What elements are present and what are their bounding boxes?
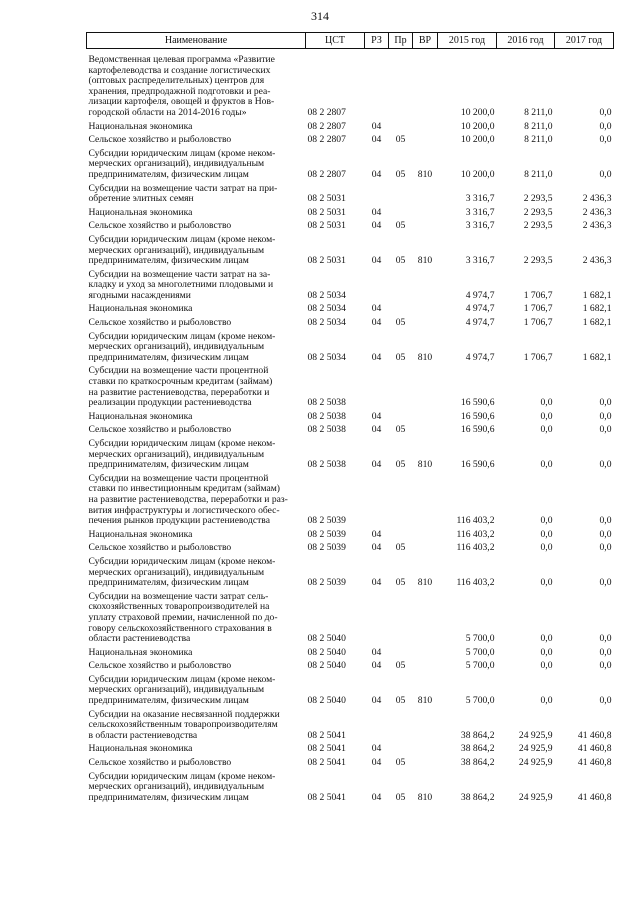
cell-rz — [365, 589, 389, 645]
page-number: 314 — [311, 9, 329, 23]
cell-pr: 05 — [395, 791, 406, 803]
cell-pr: 05 — [395, 424, 406, 436]
cell-pr: 05 — [395, 695, 406, 707]
cell-rz — [365, 707, 389, 742]
cell-pr: 05 — [395, 577, 406, 589]
cell-name: Субсидии юридическим лицам (кроме неком- мерческих организаций), индивидуальным предпринимателям, физическим лицам — [88, 438, 276, 471]
cell-2016: 2 293,5 — [523, 206, 553, 218]
cell-cst: 08 2 5031 — [307, 206, 346, 218]
cell-2017: 0,0 — [599, 695, 612, 707]
cell-cst: 08 2 2807 — [307, 168, 346, 180]
cell-2016: 24 925,9 — [518, 743, 553, 755]
cell-vr — [413, 658, 438, 672]
cell-2017: 2 436,3 — [582, 220, 612, 232]
cell-rz: 04 — [371, 168, 382, 180]
cell-rz: 04 — [371, 255, 382, 267]
cell-vr — [413, 301, 438, 315]
cell-rz: 04 — [371, 695, 382, 707]
cell-2015: 5 700,0 — [465, 660, 495, 672]
cell-2015: 16 590,6 — [460, 459, 495, 471]
cell-rz: 04 — [371, 206, 382, 218]
cell-cst: 08 2 5038 — [307, 459, 346, 471]
cell-2016: 8 211,0 — [524, 168, 553, 180]
cell-vr — [413, 422, 438, 436]
cell-2017: 0,0 — [599, 660, 612, 672]
cell-pr — [389, 645, 413, 659]
table-row — [87, 409, 614, 423]
cell-2016: 0,0 — [540, 515, 553, 527]
cell-2017: 2 436,3 — [582, 255, 612, 267]
cell-2017: 0,0 — [599, 410, 612, 422]
cell-rz: 04 — [371, 317, 382, 329]
cell-rz: 04 — [371, 351, 382, 363]
cell-2015: 4 974,7 — [465, 317, 495, 329]
cell-vr — [413, 119, 438, 133]
cell-2015: 10 200,0 — [460, 168, 495, 180]
cell-2015: 116 403,2 — [456, 528, 495, 540]
cell-rz: 04 — [371, 120, 382, 132]
cell-2017: 41 460,8 — [577, 791, 612, 803]
table-row — [87, 554, 614, 589]
cell-cst: 08 2 5040 — [307, 646, 346, 658]
cell-vr — [413, 741, 438, 755]
cell-vr — [413, 132, 438, 146]
cell-vr — [413, 707, 438, 742]
cell-pr — [389, 205, 413, 219]
cell-cst: 08 2 5039 — [307, 528, 346, 540]
table-row — [87, 741, 614, 755]
cell-name: Субсидии юридическим лицам (кроме неком- мерческих организаций), индивидуальным предпринимателям, физическим лицам — [88, 673, 276, 707]
cell-2016: 24 925,9 — [518, 757, 553, 769]
cell-vr: 810 — [417, 695, 433, 707]
cell-2015: 16 590,6 — [460, 397, 495, 409]
cell-vr: 810 — [417, 168, 433, 180]
cell-2017: 0,0 — [599, 168, 612, 180]
cell-2015: 4 974,7 — [465, 289, 495, 301]
cell-rz: 04 — [371, 743, 382, 755]
table-row — [87, 119, 614, 133]
table-row — [87, 672, 614, 707]
cell-name: Субсидии юридическим лицам (кроме неком- мерческих организаций), индивидуальным предпринимателям, физическим лицам — [88, 770, 276, 803]
cell-cst: 08 2 5039 — [307, 542, 346, 554]
cell-2017: 0,0 — [599, 646, 612, 658]
cell-pr: 05 — [395, 317, 406, 329]
cell-2017: 1 682,1 — [582, 351, 612, 363]
cell-name: Национальная экономика — [88, 646, 193, 658]
table-row — [87, 181, 614, 205]
table-row — [87, 232, 614, 267]
cell-rz: 04 — [371, 220, 382, 232]
cell-2017: 0,0 — [599, 424, 612, 436]
cell-name: Сельское хозяйство и рыболовство — [88, 660, 232, 672]
cell-cst: 08 2 5040 — [307, 633, 346, 645]
cell-name: Национальная экономика — [88, 528, 193, 540]
cell-cst: 08 2 5039 — [307, 515, 346, 527]
cell-cst: 08 2 2807 — [307, 120, 346, 132]
cell-name: Сельское хозяйство и рыболовство — [88, 220, 232, 232]
cell-cst: 08 2 5038 — [307, 410, 346, 422]
cell-pr: 05 — [395, 542, 406, 554]
cell-2015: 16 590,6 — [460, 424, 495, 436]
cell-rz — [365, 267, 389, 302]
cell-pr: 05 — [395, 134, 406, 146]
cell-2015: 38 864,2 — [460, 791, 495, 803]
cell-name: Сельское хозяйство и рыболовство — [88, 424, 232, 436]
cell-2016: 2 293,5 — [523, 220, 553, 232]
cell-cst: 08 2 2807 — [307, 106, 346, 118]
table-row — [87, 315, 614, 329]
cell-2015: 10 200,0 — [460, 120, 495, 132]
cell-cst: 08 2 5034 — [307, 317, 346, 329]
cell-2015: 116 403,2 — [456, 577, 495, 589]
cell-name: Субсидии на возмещение части процентной ставки по инвестиционным кредитам (займам) на развитие растениеводства, переработки и раз- вития инфраструктуры и логистического обес- печения рынков продукции растениеводства — [88, 472, 288, 527]
header-vr: ВР — [413, 33, 438, 49]
cell-2017: 0,0 — [599, 633, 612, 645]
cell-cst: 08 2 5041 — [307, 729, 346, 741]
cell-2017: 41 460,8 — [577, 757, 612, 769]
cell-cst: 08 2 5040 — [307, 695, 346, 707]
cell-2017: 0,0 — [599, 134, 612, 146]
table-row — [87, 146, 614, 181]
cell-vr — [413, 315, 438, 329]
cell-2017: 2 436,3 — [582, 193, 612, 205]
cell-pr — [389, 707, 413, 742]
cell-name: Субсидии на возмещение части процентной ставки по краткосрочным кредитам (займам) на развитие растениеводства, переработки и реализации продукции растениеводства — [88, 365, 273, 409]
header-pr: Пр — [389, 33, 413, 49]
cell-name: Сельское хозяйство и рыболовство — [88, 542, 232, 554]
table-row — [87, 301, 614, 315]
cell-vr — [413, 181, 438, 205]
cell-rz: 04 — [371, 660, 382, 672]
cell-vr — [413, 363, 438, 408]
cell-2016: 24 925,9 — [518, 729, 553, 741]
cell-pr — [389, 363, 413, 408]
table-row — [87, 436, 614, 471]
cell-vr — [413, 409, 438, 423]
cell-rz: 04 — [371, 791, 382, 803]
cell-rz — [365, 363, 389, 408]
cell-2016: 0,0 — [540, 410, 553, 422]
cell-2016: 8 211,0 — [524, 120, 553, 132]
cell-rz: 04 — [371, 577, 382, 589]
cell-name: Национальная экономика — [88, 303, 193, 315]
cell-2015: 38 864,2 — [460, 757, 495, 769]
cell-2015: 3 316,7 — [465, 255, 495, 267]
cell-2016: 0,0 — [540, 577, 553, 589]
cell-name: Сельское хозяйство и рыболовство — [88, 134, 232, 146]
cell-cst: 08 2 5038 — [307, 424, 346, 436]
cell-2015: 4 974,7 — [465, 351, 495, 363]
cell-vr: 810 — [417, 459, 433, 471]
cell-name: Субсидии юридическим лицам (кроме неком- мерческих организаций), индивидуальным предпринимателям, физическим лицам — [88, 330, 276, 363]
table-row — [87, 645, 614, 659]
cell-cst: 08 2 5034 — [307, 289, 346, 301]
cell-cst: 08 2 5031 — [307, 255, 346, 267]
cell-2017: 0,0 — [599, 106, 612, 118]
cell-2017: 41 460,8 — [577, 743, 612, 755]
cell-2017: 0,0 — [599, 542, 612, 554]
table-row — [87, 755, 614, 769]
cell-2016: 0,0 — [540, 397, 553, 409]
cell-cst: 08 2 5041 — [307, 757, 346, 769]
cell-name: Субсидии на оказание несвязанной поддержки сельскохозяйственным товаропроизводителям в области растениеводства — [88, 708, 280, 741]
cell-cst: 08 2 5031 — [307, 220, 346, 232]
cell-2015: 16 590,6 — [460, 410, 495, 422]
cell-name: Сельское хозяйство и рыболовство — [88, 317, 232, 329]
cell-pr — [389, 301, 413, 315]
cell-cst: 08 2 5034 — [307, 303, 346, 315]
header-name: Наименование — [87, 33, 306, 49]
cell-name: Сельское хозяйство и рыболовство — [88, 757, 232, 769]
cell-2017: 0,0 — [599, 459, 612, 471]
cell-2016: 0,0 — [540, 459, 553, 471]
cell-pr — [389, 471, 413, 527]
cell-2017: 41 460,8 — [577, 729, 612, 741]
cell-vr: 810 — [417, 351, 433, 363]
cell-cst: 08 2 2807 — [307, 134, 346, 146]
table-row — [87, 52, 614, 119]
cell-2016: 1 706,7 — [523, 303, 553, 315]
cell-2015: 5 700,0 — [465, 633, 495, 645]
header-cst: ЦСТ — [306, 33, 365, 49]
cell-pr: 05 — [395, 351, 406, 363]
header-2016: 2016 год — [497, 33, 555, 49]
cell-2017: 0,0 — [599, 397, 612, 409]
cell-pr — [389, 409, 413, 423]
table-row — [87, 589, 614, 645]
cell-pr: 05 — [395, 255, 406, 267]
cell-2016: 8 211,0 — [524, 106, 553, 118]
cell-vr — [413, 589, 438, 645]
cell-cst: 08 2 5041 — [307, 791, 346, 803]
cell-2016: 0,0 — [540, 660, 553, 672]
cell-2017: 1 682,1 — [582, 289, 612, 301]
cell-name: Субсидии юридическим лицам (кроме неком- мерческих организаций), индивидуальным предпринимателям, физическим лицам — [88, 233, 276, 267]
cell-cst: 08 2 5038 — [307, 397, 346, 409]
budget-table — [86, 32, 614, 803]
cell-2016: 8 211,0 — [524, 134, 553, 146]
cell-rz — [365, 471, 389, 527]
cell-cst: 08 2 5031 — [307, 193, 346, 205]
cell-cst: 08 2 5040 — [307, 660, 346, 672]
cell-rz: 04 — [371, 134, 382, 146]
cell-vr — [413, 218, 438, 232]
cell-name: Субсидии юридическим лицам (кроме неком- мерческих организаций), индивидуальным предпринимателям, физическим лицам — [88, 555, 276, 589]
cell-2016: 2 293,5 — [523, 255, 553, 267]
cell-name: Субсидии на возмещение части затрат на при- обретение элитных семян — [88, 182, 278, 205]
cell-name: Субсидии на возмещение части затрат сель- скохозяйственных товаропроизводителей на уплату страховой премии, начисленной по до- говору сельскохозяйственного страхования в области растениеводства — [88, 590, 278, 645]
cell-vr — [413, 755, 438, 769]
cell-2016: 1 706,7 — [523, 289, 553, 301]
cell-2017: 1 682,1 — [582, 317, 612, 329]
table-row — [87, 363, 614, 408]
cell-pr — [389, 119, 413, 133]
cell-vr — [413, 52, 438, 119]
table-row — [87, 471, 614, 527]
cell-2015: 3 316,7 — [465, 193, 495, 205]
table-row — [87, 527, 614, 541]
cell-rz: 04 — [371, 303, 382, 315]
cell-2016: 2 293,5 — [523, 193, 553, 205]
table-row — [87, 132, 614, 146]
cell-2015: 4 974,7 — [465, 303, 495, 315]
cell-2016: 0,0 — [540, 633, 553, 645]
cell-2016: 0,0 — [540, 695, 553, 707]
cell-pr — [389, 181, 413, 205]
cell-pr — [389, 527, 413, 541]
cell-rz: 04 — [371, 410, 382, 422]
cell-2016: 0,0 — [540, 424, 553, 436]
cell-2015: 5 700,0 — [465, 695, 495, 707]
cell-rz: 04 — [371, 459, 382, 471]
cell-vr — [413, 205, 438, 219]
cell-pr — [389, 52, 413, 119]
cell-vr — [413, 527, 438, 541]
cell-2015: 38 864,2 — [460, 729, 495, 741]
cell-name: Субсидии юридическим лицам (кроме неком- мерческих организаций), индивидуальным предпринимателям, физическим лицам — [88, 147, 276, 180]
cell-vr: 810 — [417, 577, 433, 589]
cell-2016: 0,0 — [540, 646, 553, 658]
cell-pr: 05 — [395, 660, 406, 672]
cell-name: Ведомственная целевая программа «Развитие картофелеводства и создание логистических (оптовых распределительных) центров для хранения, предпродажной подготовки и реа- лизации картофеля, овощей и фруктов в Нов- городской области на 2014-2016 годы» — [88, 54, 275, 118]
cell-2017: 1 682,1 — [582, 303, 612, 315]
table-row — [87, 422, 614, 436]
header-rz: РЗ — [365, 33, 389, 49]
cell-vr: 810 — [417, 255, 433, 267]
table-row — [87, 267, 614, 302]
cell-cst: 08 2 5034 — [307, 351, 346, 363]
cell-pr: 05 — [395, 220, 406, 232]
cell-rz — [365, 181, 389, 205]
cell-2017: 2 436,3 — [582, 206, 612, 218]
cell-pr — [389, 741, 413, 755]
cell-rz: 04 — [371, 646, 382, 658]
cell-pr: 05 — [395, 168, 406, 180]
cell-name: Национальная экономика — [88, 120, 193, 132]
table-row — [87, 540, 614, 554]
cell-rz: 04 — [371, 528, 382, 540]
cell-2017: 0,0 — [599, 577, 612, 589]
cell-rz — [365, 52, 389, 119]
cell-vr: 810 — [417, 791, 433, 803]
cell-name: Национальная экономика — [88, 743, 193, 755]
cell-name: Национальная экономика — [88, 206, 193, 218]
cell-2015: 116 403,2 — [456, 542, 495, 554]
cell-2017: 0,0 — [599, 120, 612, 132]
cell-vr — [413, 471, 438, 527]
cell-vr — [413, 645, 438, 659]
cell-2015: 3 316,7 — [465, 206, 495, 218]
cell-2015: 3 316,7 — [465, 220, 495, 232]
cell-cst: 08 2 5041 — [307, 743, 346, 755]
cell-name: Субсидии на возмещение части затрат на за- кладку и уход за многолетними плодовыми и ягодными насаждениями — [88, 268, 274, 301]
cell-2016: 1 706,7 — [523, 351, 553, 363]
cell-2015: 10 200,0 — [460, 134, 495, 146]
table-row — [87, 769, 614, 804]
table-body — [87, 49, 614, 804]
cell-pr: 05 — [395, 757, 406, 769]
cell-2015: 38 864,2 — [460, 743, 495, 755]
cell-2016: 0,0 — [540, 528, 553, 540]
cell-2016: 24 925,9 — [518, 791, 553, 803]
cell-2017: 0,0 — [599, 515, 612, 527]
table-row — [87, 218, 614, 232]
table-row — [87, 707, 614, 742]
cell-2017: 0,0 — [599, 528, 612, 540]
cell-2015: 5 700,0 — [465, 646, 495, 658]
cell-pr: 05 — [395, 459, 406, 471]
cell-cst: 08 2 5039 — [307, 577, 346, 589]
cell-rz: 04 — [371, 542, 382, 554]
table-row — [87, 329, 614, 364]
table-row — [87, 205, 614, 219]
cell-name: Национальная экономика — [88, 410, 193, 422]
table-header-row — [87, 33, 614, 49]
header-2017: 2017 год — [555, 33, 614, 49]
cell-2016: 1 706,7 — [523, 317, 553, 329]
cell-pr — [389, 589, 413, 645]
cell-rz: 04 — [371, 757, 382, 769]
cell-rz: 04 — [371, 424, 382, 436]
cell-pr — [389, 267, 413, 302]
cell-vr — [413, 540, 438, 554]
table-row — [87, 658, 614, 672]
cell-2016: 0,0 — [540, 542, 553, 554]
cell-vr — [413, 267, 438, 302]
cell-2015: 10 200,0 — [460, 106, 495, 118]
header-2015: 2015 год — [438, 33, 497, 49]
cell-2015: 116 403,2 — [456, 515, 495, 527]
